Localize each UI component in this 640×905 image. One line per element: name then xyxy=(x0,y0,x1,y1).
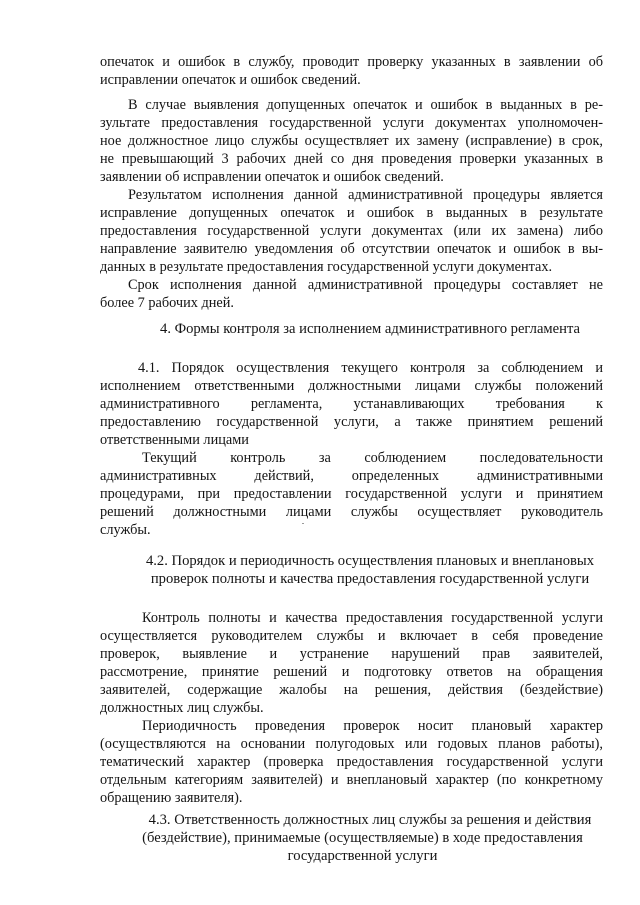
text-line: административного регламента, устанавливающих требования к xyxy=(100,396,603,412)
text-line: ное должностное лицо службы осуществляет их замену (исправление) в срок, xyxy=(100,133,603,149)
text-line: административных действий, определенных административными xyxy=(100,468,603,484)
text-line: (осуществляются на основании полугодовых или годовых планов работы), xyxy=(100,736,603,752)
text-line: должностных лиц службы. xyxy=(100,700,264,716)
text-line: процедурами, при предоставлении государственной услуги и принятием xyxy=(100,486,603,502)
paragraph-first-line: Контроль полноты и качества предоставления государственной услуги xyxy=(142,610,603,626)
text-line: направление заявителю уведомления об отсутствии опечаток и ошибок в вы- xyxy=(100,241,603,257)
text-line: опечаток и ошибок в службу, проводит проверку указанных в заявлении об xyxy=(100,54,603,70)
text-line: заявителей, содержащие жалобы на решения, действия (бездействие) xyxy=(100,682,603,698)
text-line: службы. xyxy=(100,522,151,538)
text-line: рассмотрение, принятие решений и подготовку ответов на обращения xyxy=(100,664,603,680)
text-line: заявлении об исправлении опечаток и ошибок сведений. xyxy=(100,169,444,185)
text-line: предоставлению государственной услуги, а также принятием решений xyxy=(100,414,603,430)
scan-speck xyxy=(302,523,304,524)
text-line: решений должностными лицами службы осуществляет руководитель xyxy=(100,504,603,520)
section-heading-4: 4. Формы контроля за исполнением административного регламента xyxy=(160,321,580,337)
text-line: предоставления государственной услуги документах (или их замена) либо xyxy=(100,223,603,239)
paragraph-first-line: Текущий контроль за соблюдением последовательности xyxy=(142,450,603,466)
text-line: обращению заявителя). xyxy=(100,790,243,806)
paragraph-first-line: Результатом исполнения данной административной процедуры является xyxy=(128,187,603,203)
paragraph-first-line: Периодичность проведения проверок носит плановый характер xyxy=(142,718,603,734)
text-line: осуществляется руководителем службы и включает в себя проведение xyxy=(100,628,603,644)
paragraph-first-line: Срок исполнения данной административной процедуры составляет не xyxy=(128,277,603,293)
text-line: данных в результате предоставления государственной услуги документах. xyxy=(100,259,553,275)
text-line: исправление допущенных опечаток и ошибок в выданных в результате xyxy=(100,205,603,221)
subsection-heading-4-2-cont: проверок полноты и качества предоставления государственной услуги xyxy=(150,571,590,587)
subsection-heading-4-3: 4.3. Ответственность должностных лиц службы за решения и действия xyxy=(148,812,592,828)
text-line: исполнением ответственными должностными лицами службы положений xyxy=(100,378,603,394)
text-line: более 7 рабочих дней. xyxy=(100,295,234,311)
text-line: тематический характер (проверка предоставления государственной услуги xyxy=(100,754,603,770)
text-line: не превышающий 3 рабочих дней со дня проведения проверки указанных в xyxy=(100,151,603,167)
text-line: проверок, выявление и устранение нарушений прав заявителей, xyxy=(100,646,603,662)
text-line: ответственными лицами xyxy=(100,432,249,448)
subsection-heading-4-1: 4.1. Порядок осуществления текущего контроля за соблюдением и xyxy=(138,360,603,376)
subsection-heading-4-3-cont: государственной услуги xyxy=(287,848,438,864)
text-line: зультате предоставления государственной услуги документах уполномочен- xyxy=(100,115,603,131)
text-line: исправлении опечаток и ошибок сведений. xyxy=(100,72,361,88)
subsection-heading-4-3-cont: (бездействие), принимаемые (осуществляемые) в ходе предоставления xyxy=(142,830,583,846)
text-line: отдельным категориям заявителей) и внеплановый характер (по конкретному xyxy=(100,772,603,788)
subsection-heading-4-2: 4.2. Порядок и периодичность осуществления плановых и внеплановых xyxy=(145,553,595,569)
paragraph-first-line: В случае выявления допущенных опечаток и ошибок в выданных в ре- xyxy=(128,97,603,113)
